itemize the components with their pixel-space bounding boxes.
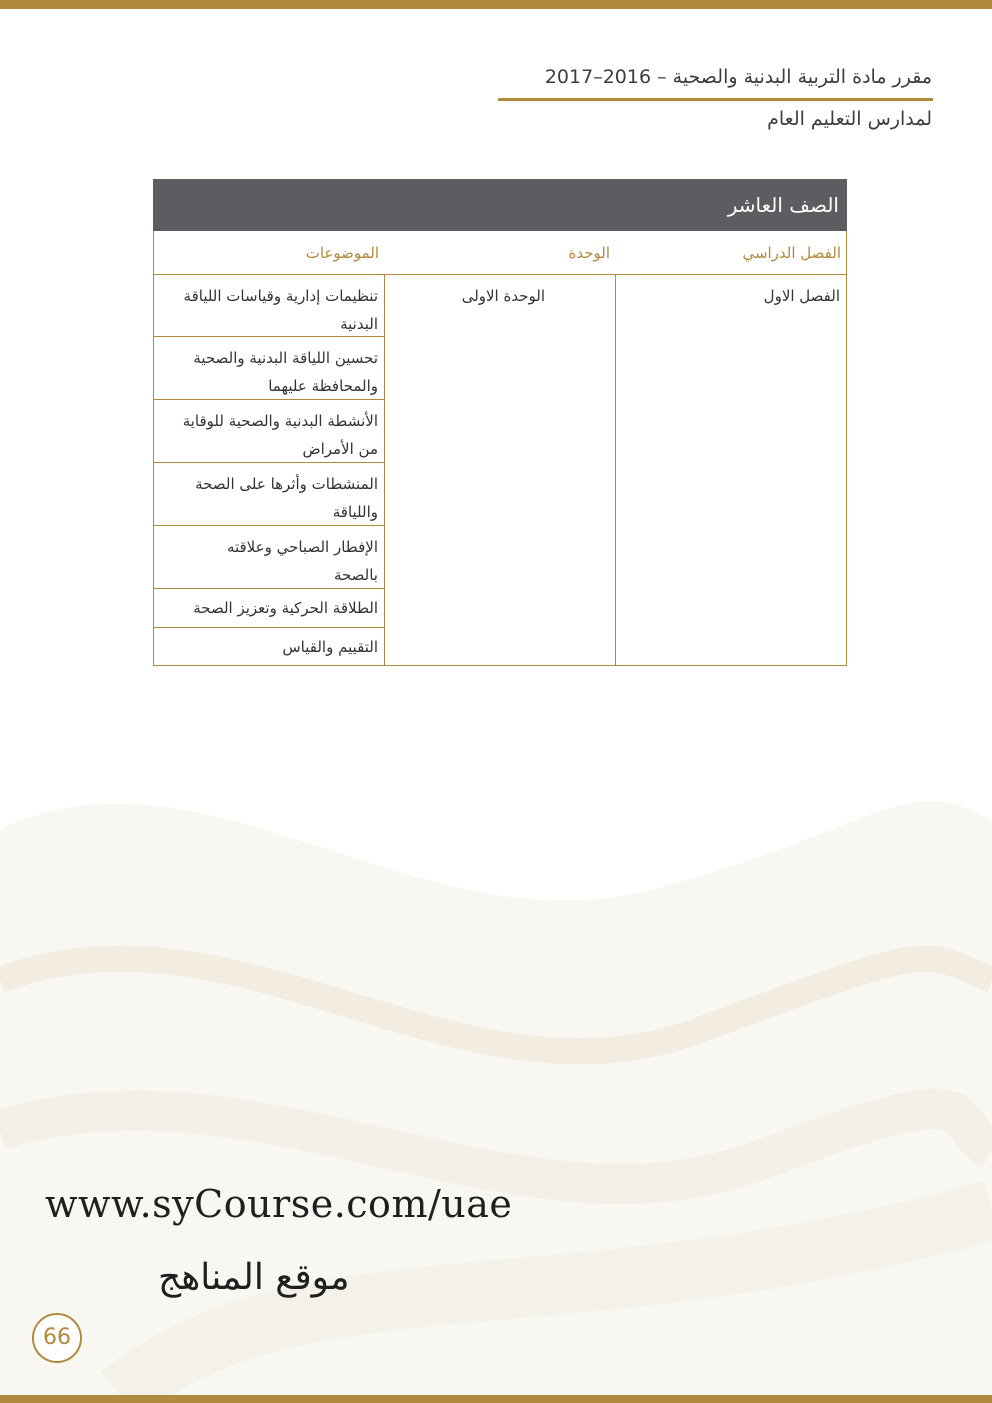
topic-row	[153, 470, 384, 526]
website-url[interactable]: www.syCourse.com/uae	[45, 1182, 513, 1226]
topic-line: تحسين اللياقة البدنية والصحية	[193, 349, 378, 367]
topic-line: الطلاقة الحركية وتعزيز الصحة	[193, 599, 378, 617]
column-header-topics: الموضوعات	[305, 244, 379, 262]
topic-line: الإفطار الصباحي وعلاقته	[226, 538, 378, 556]
topic-line: بالصحة	[333, 566, 378, 584]
topic-line: تنظيمات إدارية وقياسات اللياقة	[183, 287, 378, 305]
background-swoosh	[0, 650, 992, 1395]
site-name: موقع المناهج	[158, 1257, 350, 1298]
unit-cell: الوحدة الاولى	[461, 287, 545, 305]
table-divider-unit	[384, 274, 385, 665]
topic-row	[153, 594, 384, 622]
grade-title-band: الصف العاشر	[153, 179, 847, 231]
topic-row-rule	[153, 627, 385, 628]
topic-line: واللياقة	[332, 503, 378, 521]
topic-line: التقييم والقياس	[282, 638, 378, 656]
semester-cell: الفصل الاول	[763, 287, 840, 305]
topic-line: البدنية	[340, 315, 378, 333]
bottom-accent-bar	[0, 1395, 992, 1403]
top-accent-bar	[0, 0, 992, 9]
topic-row	[153, 282, 384, 338]
topic-row	[153, 533, 384, 589]
column-header-unit: الوحدة	[568, 244, 610, 262]
page-header-title: مقرر مادة التربية البدنية والصحية – 2016–2017	[544, 66, 932, 88]
table-border-right	[846, 231, 847, 665]
table-divider-semester	[615, 274, 616, 665]
table-header-rule	[153, 274, 847, 275]
topic-row	[153, 407, 384, 463]
topic-line: الأنشطة البدنية والصحية للوقاية	[182, 412, 378, 430]
topic-line: والمحافظة عليهما	[268, 377, 378, 395]
page-number-badge: 66	[32, 1313, 82, 1363]
table-bottom-rule	[153, 665, 847, 666]
header-divider	[498, 98, 933, 101]
topic-row	[153, 633, 384, 661]
column-header-semester: الفصل الدراسي	[742, 244, 841, 262]
topic-line: من الأمراض	[302, 440, 378, 458]
topic-row	[153, 344, 384, 400]
page-header-subtitle: لمدارس التعليم العام	[767, 108, 932, 130]
topic-line: المنشطات وأثرها على الصحة	[195, 475, 378, 493]
